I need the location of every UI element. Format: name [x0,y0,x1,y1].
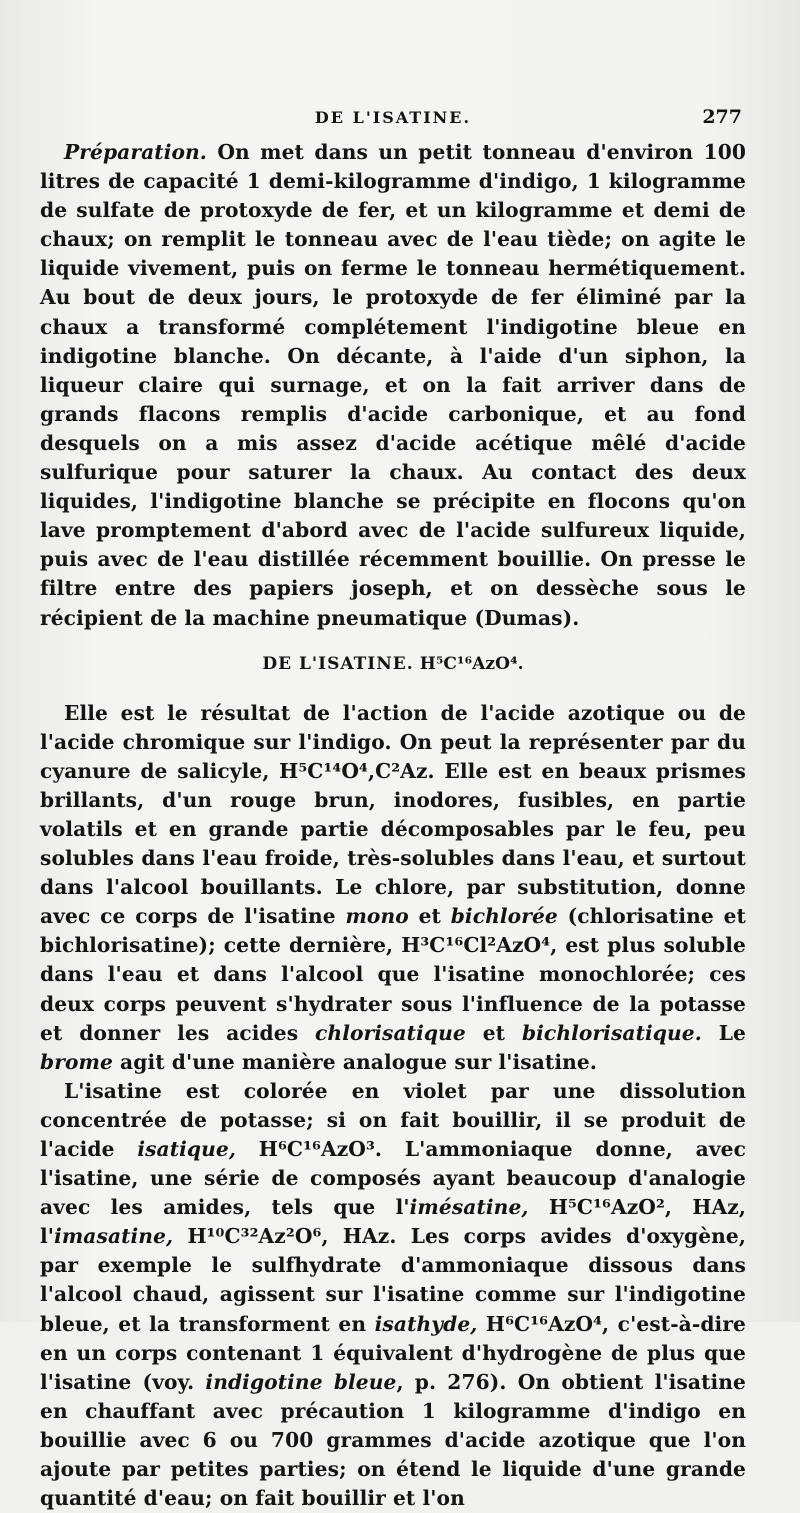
italic-term: imésatine, [409,1195,529,1220]
text-run: Elle est en beaux prismes brillants, d'un rouge brun, inodores, fusibles, en partie volatils et en grande partie décomposables par le feu, peu solubles dans l'eau froide, très-solubles dans l'eau, et surtout dans l'alcool bouillants. Le chlore, par substitution, donne avec ce corps de l'isatine [40,758,746,929]
italic-term: indigotine bleue [205,1369,397,1394]
text-run [236,1137,259,1161]
text-run: Le [701,1020,746,1045]
running-title: DE L'ISATINE. [314,108,472,127]
formula: H¹⁰C³²Az²O⁶, HAz. [187,1224,397,1249]
italic-term: chlorisatique [315,1020,466,1045]
text-run: Elle est le résultat de l'action de l'acide azotique ou de l'acide chromique sur l'indigo. On peut la représenter par du cyanure de salicyle, [40,700,746,783]
section-formula: H⁵C¹⁶AzO⁴. [419,653,524,674]
formula: H⁶C¹⁶AzO³. [258,1137,383,1161]
formula: H⁵C¹⁴O⁴,C²Az. [279,758,435,783]
italic-term: bichlorée [450,904,558,929]
page-number: 277 [702,106,742,128]
italic-term: bichlorisatique. [521,1020,702,1045]
page-body [40,138,746,1513]
preparation-text: On met dans un petit tonneau d'environ 100 litres de capacité 1 demi-kilogramme d'indigo, 1 kilogramme de sulfate de protoxyde de fer, et un kilogramme et demi de chaux; on remplit le tonneau avec de l'eau tiède; on agite le liquide vivement, puis on ferme le tonneau hermétiquement. Au bout de deux jours, le protoxyde de fer éliminé par la chaux a transformé complétement l'indigotine bleue en indigotine blanche. On décante, à l'aide d'un siphon, la liqueur claire qui surnage, et on la fait arriver dans de grands flacons remplis d'acide carbonique, et au fond desquels on a mis assez d'acide acétique mêlé d'acide sulfurique pour saturer la chaux. Au contact des deux liquides, l'indigotine blanche se précipite en flocons qu'on lave promptement d'abord avec de l'acide sulfureux liquide, puis avec de l'eau distillée récemment bouillie. On presse le filtre entre des papiers joseph, et on dessèche sous le récipient de la machine pneumatique (Dumas). [40,140,746,630]
paragraph-isatine-reactions [40,1077,746,1513]
formula: H³C¹⁶Cl²AzO⁴ [401,933,551,958]
section-title: DE L'ISATINE. [262,653,414,674]
text-run: et [408,904,451,929]
text-run: Les corps avides d'oxygène, par exemple le sulfhydrate d'ammoniaque dissous dans l'alcool chaud, agissent sur l'isatine comme sur l'indigotine bleue, et la transforment en [40,1224,747,1336]
text-run: , l' [40,1195,746,1249]
text-run: , est plus soluble dans l'eau et dans l'alcool que l'isatine monochlorée; ces deux corps peuvent s'hydrater sous l'influence de la potasse et donner les acides [40,933,746,1045]
page-header [40,106,746,136]
text-run [477,1312,486,1336]
text-run: (chlorisatine et bichlorisatine); cette dernière, [40,904,746,958]
formula: H⁵C¹⁶AzO², HAz [548,1195,739,1220]
italic-term: imasatine, [54,1224,174,1249]
section-heading [40,651,746,677]
text-run [173,1224,187,1248]
italic-term: brome [40,1049,113,1074]
formula: H⁶C¹⁶AzO⁴ [485,1311,603,1336]
text-run [529,1195,549,1219]
text-run: , p. 276). On obtient l'isatine en chauffant avec précaution 1 kilogramme d'indigo en bouillie avec 6 ou 700 grammes d'acide azotique que l'on ajoute par petites parties; on étend le liquide d'une grande quantité d'eau; on fait bouillir et l'on [40,1369,747,1511]
paragraph-isatine-origin [40,699,746,1077]
italic-term: isatique, [137,1137,237,1161]
text-run: et [465,1020,522,1045]
italic-term: isathyde, [374,1311,478,1336]
preparation-paragraph [40,138,746,633]
text-run: , c'est-à-dire en un corps contenant 1 équivalent d'hydrogène de plus que l'isatine (voy. [40,1311,746,1394]
preparation-label: Préparation. [64,140,207,164]
italic-term: mono [345,904,409,929]
text-run: L'ammoniaque donne, avec l'isatine, une série de composés ayant beaucoup d'analogie avec les amides, tels que l' [40,1137,747,1220]
text-run: L'isatine est colorée en violet par une dissolution concentrée de potasse; si on fait bouillir, il se produit de l'acide [40,1078,746,1161]
text-run: agit d'une manière analogue sur l'isatine. [112,1049,597,1074]
